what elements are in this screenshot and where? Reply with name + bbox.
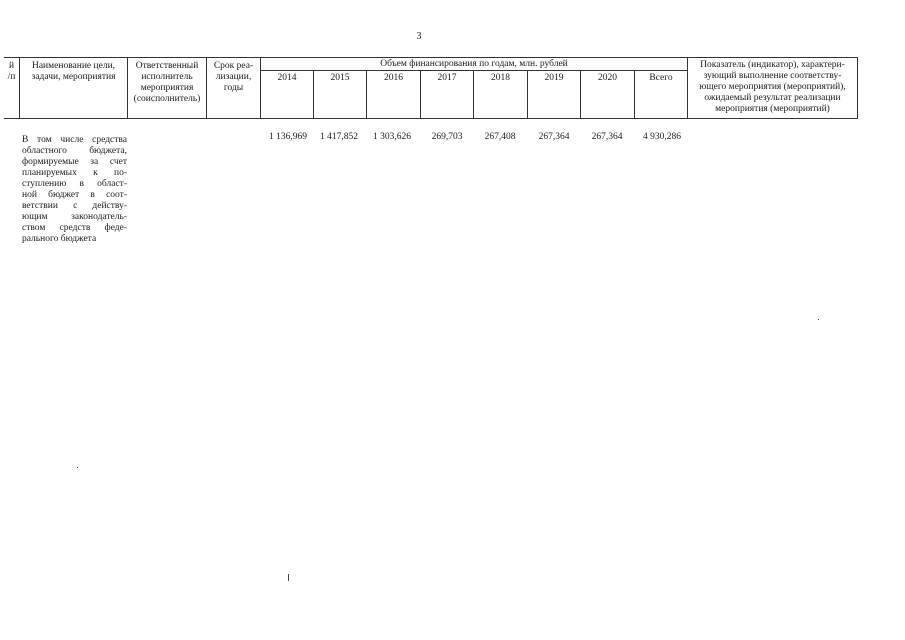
value-2014: 1 136,969 (269, 132, 307, 142)
row-description-line-7: ветствии с действу- (22, 201, 127, 211)
header-indicator-line-1: Показатель (индикатор), характери- (700, 60, 845, 70)
header-num-line-2: /п (7, 72, 16, 82)
value-2020: 267,364 (591, 132, 623, 142)
header-year-2014: 2014 (277, 73, 297, 83)
header-indicator-line-4: ожидаемый результат реализации (704, 93, 841, 103)
row-description-line-2: областного бюджета, (22, 146, 127, 156)
header-year-2019: 2019 (544, 73, 564, 83)
header-responsible-line-3: мероприятия (140, 83, 194, 93)
header-year-2017: 2017 (437, 73, 457, 83)
header-indicator-line-3: ющего мероприятия (мероприятий), (699, 82, 846, 92)
value-total: 4 930,286 (643, 132, 681, 142)
header-term-line-1: Срок реа- (213, 61, 254, 71)
row-description-line-6: ной бюджет в соот- (22, 190, 127, 200)
header-term (207, 61, 260, 94)
header-year-2016: 2016 (384, 73, 403, 83)
header-responsible-line-1: Ответственный (135, 61, 199, 71)
header-year-2020: 2020 (598, 73, 617, 83)
header-year-2015: 2015 (330, 73, 350, 83)
row-description-line-3: формируемые за счет (22, 157, 127, 167)
row-description-line-9: ством средств феде- (22, 223, 127, 233)
header-bottom-border (4, 118, 858, 119)
row-description-line-10: рального бюджета (22, 234, 97, 244)
header-top-border (4, 57, 858, 58)
header-term-line-3: годы (223, 83, 244, 93)
value-2015: 1 417,852 (320, 132, 358, 142)
header-name-line-1: Наименование цели, (31, 61, 116, 71)
row-description-line-4: планируемых к по- (22, 168, 127, 178)
row-description-line-5: ступлению в област- (22, 179, 127, 189)
row-description-line-1: В том числе средства (22, 135, 127, 145)
value-2016: 1 303,626 (373, 132, 411, 142)
header-funding-title: Объем финансирования по годам, млн. рублей (380, 59, 568, 69)
header-responsible (128, 61, 206, 105)
header-num (4, 61, 19, 83)
header-name (20, 61, 127, 83)
header-indicator-line-5: мероприятия (мероприятий) (715, 104, 830, 114)
col-divider-right (857, 57, 858, 118)
page-number: 3 (416, 31, 422, 42)
value-2017: 269,703 (431, 132, 463, 142)
header-indicator (688, 60, 857, 115)
value-2019: 267,364 (538, 132, 570, 142)
header-num-line-1: й (8, 61, 15, 71)
row-description-line-8: ющим законодатель- (22, 212, 127, 222)
header-year-2018: 2018 (491, 73, 510, 83)
header-name-line-2: задачи, мероприятия (31, 72, 116, 82)
header-responsible-line-2: исполнитель (141, 72, 193, 82)
scan-speck (288, 574, 289, 581)
scan-speck (77, 467, 78, 468)
header-term-line-2: лизации, (215, 72, 252, 82)
scan-speck (818, 319, 819, 320)
header-responsible-line-4: (соисполнитель) (133, 94, 201, 104)
value-2018: 267,408 (484, 132, 516, 142)
header-total: Всего (649, 73, 673, 83)
header-indicator-line-2: зующий выполнение соответству- (703, 71, 842, 81)
row-description (22, 135, 127, 245)
